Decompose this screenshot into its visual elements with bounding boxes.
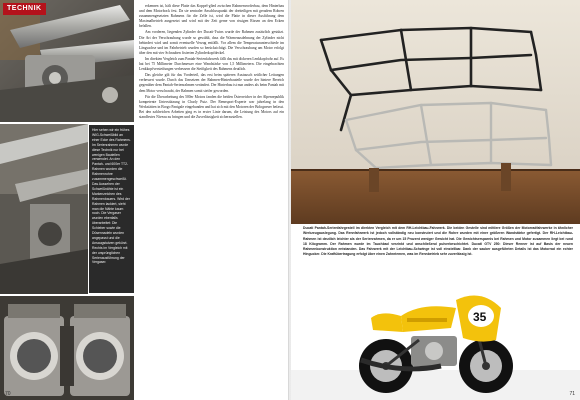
carburetor-illustration [0, 296, 134, 400]
race-number: 35 [473, 310, 487, 324]
photo-frame-tube [0, 124, 88, 294]
frames-illustration [291, 0, 580, 224]
photo-carburetors [0, 296, 134, 400]
page-number-right: 71 [569, 391, 575, 397]
photo-ducati-racer [291, 278, 580, 400]
left-article-text [139, 4, 284, 386]
article-paragraph: Am vorderen, liegenden Zylinder der Ducati-Twins wurde der Rahmen zusätzlich gestützt. Die Art der Verschraubung wurde so gewählt, dass die Wärmeausdehnung der Zylinder nicht behindert wird und somit eventuelle Verzug entfällt. Vor allem die Temperaturunterschiede im Längsachse und im Fahrbetrieb wurden so berücksichtigt. Die Verschraubung am Motor erfolgt über den mit vier Schrauben fixierten Zylinderkopfdeckel. [139, 30, 284, 55]
article-paragraph: Für die Überarbeitung des 500er Motors fanden die beiden Österreicher in der Alpenrepublik kompetente Unterstützung in Charly Putz. Der Rennsport-Experte war jahrelang in den Werkstätten in Borgo Panigale eingebunden und hat sich mit den Motoren der Bologneser befasst. Bei den zahlreichen Arbeiten ging es in erster Linie darum, die Leistung des Motors auf ein standfestes Niveau zu bringen und die Zuverlässigkeit sicherzustellen. [139, 94, 284, 119]
photo-frame-closeup [0, 0, 134, 122]
caption-right: Ducati Pantah-Serienfahrgestell im direkten Vergleich mit dem RH-Leichtbau-Fahrwerk. Die beiden Gestelle sind mittlere Größen der Motorradfahrwerke in ähnlicher Werkzeugauslegung. Das Rennfahrwerk ist jedoch vollständig neu konstruiert und die Rohre wurden mit einer größeren Wandstärke gefertigt. Der RH-Leichtbau-Rahmen ist deutlich leichter als der Serienrahmen, da er um 15 Prozent weniger Gewicht hat. Die Gewichtsersparnis bei Rahmen und Motor zusammen liegt bei rund 18 Kilogramm. Der Rahmen wurde im Tauchbad verzinkt und anschließend pulverbeschichtet. Ducati GTV 250: Dieser Renner ist auf Basis der neuen Rahmenkonstruktion entstanden. Das Fahrwerk mit der Leichtbau-Schwinge ist voll einstellbar. Dank der sauber ausgeführten Details ist das Motorrad ein echter Hingucker. Die Kraftübertragung erfolgt über einen Zahnriemen, was im Rennbetrieb sehr zuverlässig ist. [303, 226, 573, 257]
photo-frames-workshop [291, 0, 580, 224]
caption-left: Hier sehen wir ein frühes WIG-Schweißbild an einer Ecke des Rahmens. Im Serienrahmen wurde diese Technik nur bei wenigen Bauteilen verwendet. An den Pantah- und 600er TT2-Rahmen wurden die Rahmenrohre zusammengeschweißt. Das Aussehen der Schweißnähte ist ein Markenzeichen des Rahmenbauers. Wird der Rahmen lackiert, sieht man die Nähte kaum noch. Die Vergaser wurden ebenfalls überarbeitet: Die Schieber sowie die Düsennadeln wurden angepasst und die Ansaugstutzen gekürzt. Rechts im Vergleich mit der ursprünglichen Serienausführung der Vergaser. [89, 125, 134, 293]
frame-tube-illustration [0, 124, 88, 294]
frame-closeup-illustration [0, 0, 134, 122]
article-paragraph: Im direkten Vergleich zum Pantah-Serienfahrwerk fällt das mit dickeren Lenkkopfrohr auf. Es hat bei 75 Millimeter Durchmesser eine Wandstärke von 1,5 Millimetern. Die eingebrachten Lenkkopfversteifungen verbessern die Steifigkeit des Rahmens deutlich. [139, 56, 284, 72]
article-paragraph: Das gleiche gilt für das Vorderteil, das erst beim späteren Austausch seitlicher Leitungen verbessert wurde. Durch das Umsetzen der Rahmen-Hinterbauteile wurde der hintere Bereich gegenüber dem Pantah-Serienrahmen verändert. Der Hinterbau ist nun anders als beim Pantah mit dem Motor verschraubt, der Rahmen somit steifer geworden. [139, 73, 284, 93]
left-page [0, 0, 289, 400]
section-tag: TECHNIK [3, 3, 46, 15]
article-paragraph: erkennen ist, hält diese Platte das Koppel-glied zwischen Rahmenvorderbau, dem Hinterbau und dem Motorbock fest. Da sie zentraler Anschlusspunkt der dreiteiligen mit geradem Rohren zusammengesetzten Rahmens für die Zelle ist, wird die Platte in dieser Ausführung dem Maximalbetrieb ausgesetzt und wird mit der Zeit gerne von rissigen Rissen an den Ecken befallen. [139, 4, 284, 29]
page-number-left: 70 [5, 391, 11, 397]
ducati-racer-illustration [291, 278, 580, 400]
right-page [291, 0, 580, 400]
